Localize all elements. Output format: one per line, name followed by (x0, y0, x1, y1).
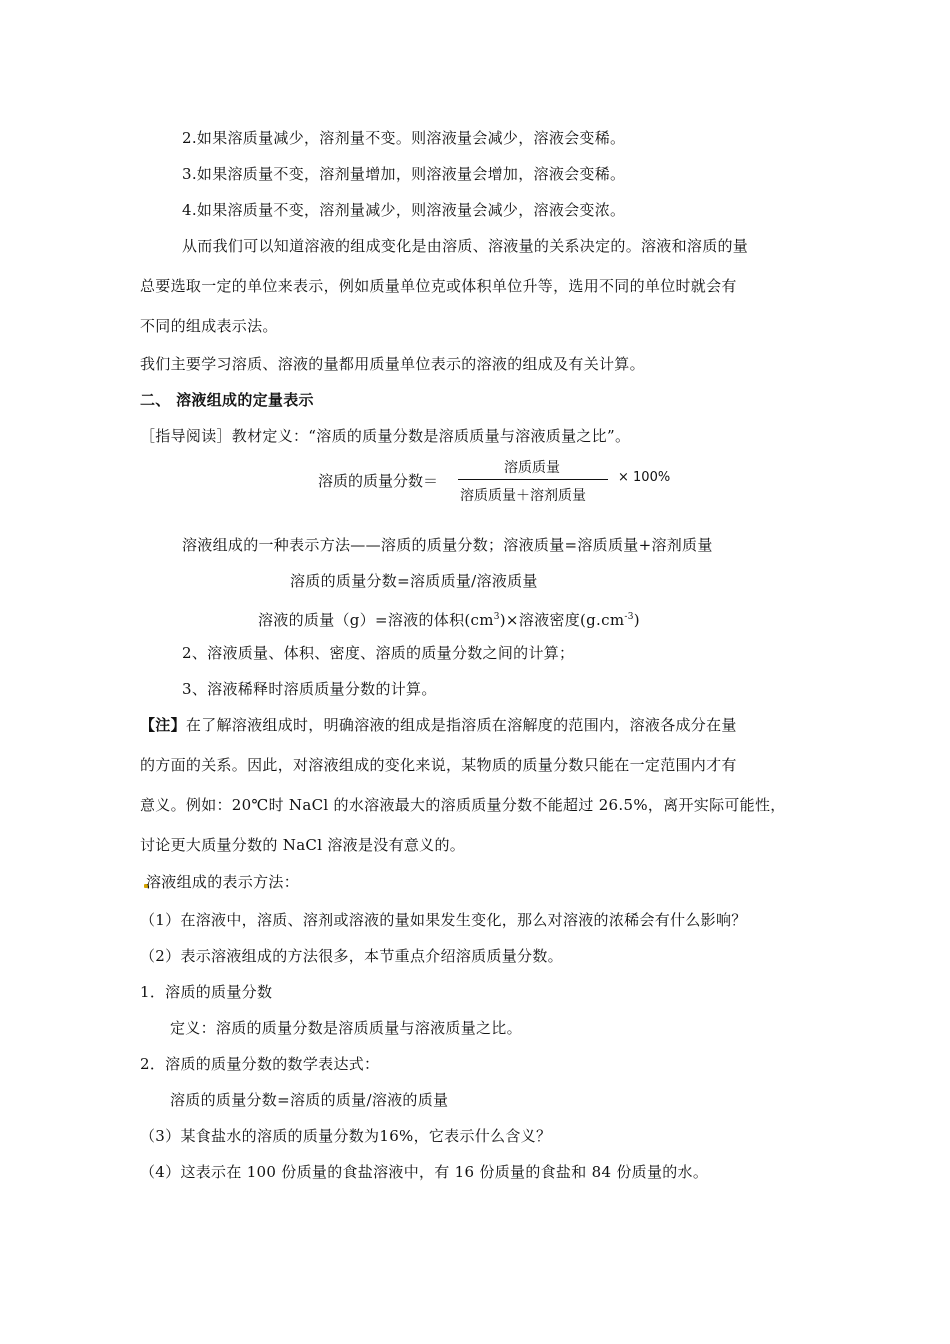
text-span: 溶液的质量（g）=溶液的体积(cm (258, 611, 494, 629)
text-line: 2．溶质的质量分数的数学表达式： (140, 1055, 380, 1073)
text-line: 讨论更大质量分数的 NaCl 溶液是没有意义的。 (140, 836, 466, 854)
text-line: （3）某食盐水的溶质的质量分数为16%，它表示什么含义？ (140, 1127, 552, 1145)
text-line: 2、溶液质量、体积、密度、溶质的质量分数之间的计算； (182, 644, 575, 662)
text-line: 1．溶质的质量分数 (140, 983, 273, 1001)
formula-lhs: 溶质的质量分数＝ (318, 472, 439, 490)
text-line: 2.如果溶质量减少，溶剂量不变。则溶液量会减少，溶液会变稀。 (182, 129, 626, 147)
text-line: 3、溶液稀释时溶质质量分数的计算。 (182, 680, 437, 698)
text-line: 的方面的关系。因此，对溶液组成的变化来说，某物质的质量分数只能在一定范围内才有 (140, 756, 737, 774)
text-line: （4）这表示在 100 份质量的食盐溶液中，有 16 份质量的食盐和 84 份质量的水。 (140, 1163, 709, 1181)
superscript: -3 (624, 612, 634, 622)
text-line: 溶液组成的一种表示方法——溶质的质量分数；溶液质量=溶质质量+溶剂质量 (182, 536, 713, 554)
text-line: 不同的组成表示法。 (140, 317, 278, 335)
text-line (258, 607, 640, 630)
mass-fraction-formula (318, 455, 678, 511)
text-line: （2）表示溶液组成的方法很多，本节重点介绍溶质质量分数。 (140, 947, 563, 965)
formula-multiplier: × 100% (618, 470, 671, 485)
text-line: 总要选取一定的单位来表示，例如质量单位克或体积单位升等，选用不同的单位时就会有 (140, 277, 737, 295)
superscript: 3 (493, 612, 500, 622)
text-line: 溶液组成的表示方法： (146, 873, 300, 891)
text-line: 意义。例如：20℃时 NaCl 的水溶液最大的溶质质量分数不能超过 26.5%，离开实际可能性， (140, 796, 786, 814)
formula-numerator: 溶质质量 (504, 460, 560, 476)
fraction-bar (458, 479, 608, 480)
text-span: ) (633, 611, 640, 629)
formula-denominator: 溶质质量＋溶剂质量 (460, 488, 586, 504)
text-line: 溶质的质量分数=溶质的质量/溶液的质量 (170, 1091, 449, 1109)
text-line: ［指导阅读］教材定义：“溶质的质量分数是溶质质量与溶液质量之比”。 (140, 427, 631, 445)
text-line: 我们主要学习溶质、溶液的量都用质量单位表示的溶液的组成及有关计算。 (140, 355, 645, 373)
text-span: 在了解溶液组成时，明确溶液的组成是指溶质在溶解度的范围内，溶液各成分在量 (185, 716, 737, 734)
text-line (140, 715, 737, 735)
text-line: 从而我们可以知道溶液的组成变化是由溶质、溶液量的关系决定的。溶液和溶质的量 (182, 237, 749, 255)
text-line: 定义：溶质的质量分数是溶质质量与溶液质量之比。 (170, 1019, 522, 1037)
text-line: 4.如果溶质量不变，溶剂量减少，则溶液量会减少，溶液会变浓。 (182, 201, 626, 219)
text-line: 3.如果溶质量不变，溶剂量增加，则溶液量会增加，溶液会变稀。 (182, 165, 626, 183)
text-line: 溶质的质量分数=溶质质量/溶液质量 (290, 572, 538, 590)
note-label: 【注】 (140, 716, 186, 734)
text-line: （1）在溶液中，溶质、溶剂或溶液的量如果发生变化，那么对溶液的浓稀会有什么影响？ (140, 911, 747, 929)
section-heading: 二、 溶液组成的定量表示 (140, 391, 314, 409)
text-span: )×溶液密度(g.cm (499, 611, 625, 629)
